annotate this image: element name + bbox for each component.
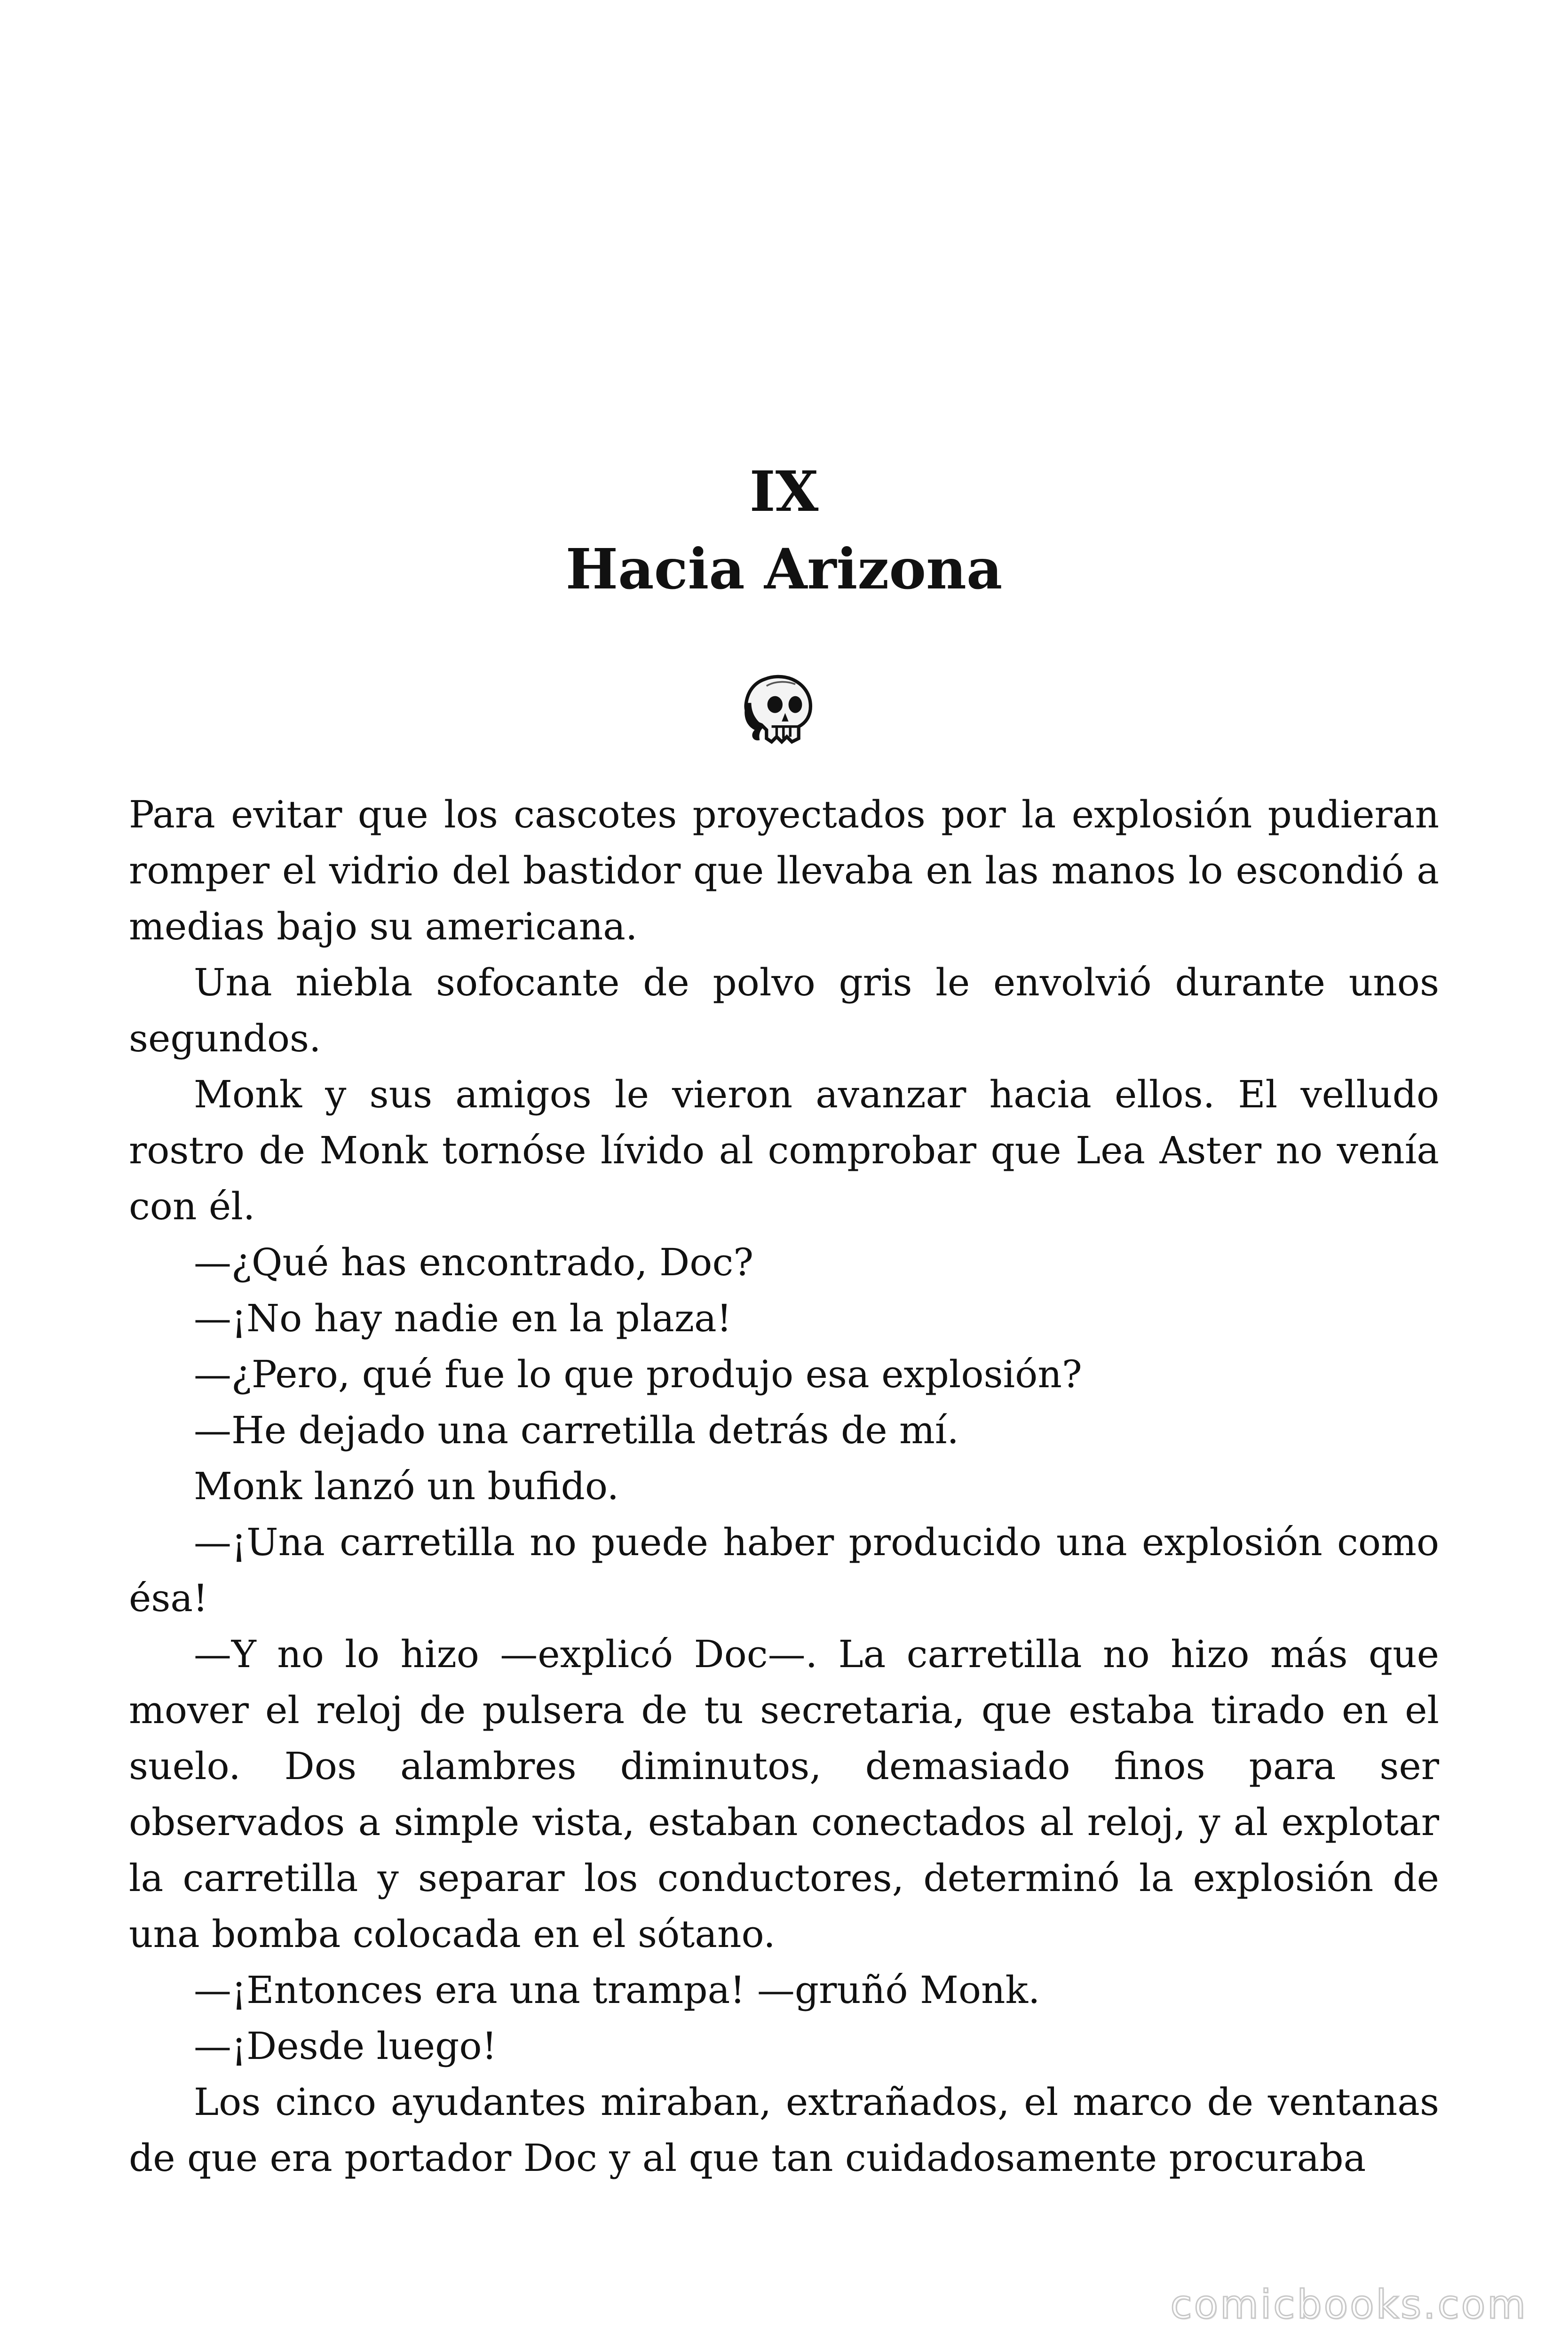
paragraph: —¡Una carretilla no puede haber producido una explosión como ésa!	[129, 1520, 1439, 1620]
chapter-number: IX	[749, 459, 819, 524]
paragraph: —¡Entonces era una trampa! —gruñó Monk.	[194, 1968, 1040, 2012]
body-text	[129, 787, 1439, 2186]
paragraph: Para evitar que los cascotes proyectados por la explosión pudieran romper el vidrio del bastidor que llevaba en las manos lo escondió a medias bajo su americana.	[129, 793, 1439, 948]
paragraph: —He dejado una carretilla detrás de mí.	[194, 1408, 959, 1452]
paragraph: —¿Qué has encontrado, Doc?	[194, 1240, 754, 1284]
paragraph: —¡Desde luego!	[194, 2024, 497, 2068]
paragraph: Monk y sus amigos le vieron avanzar hacia ellos. El velludo rostro de Monk tornóse lívido al comprobar que Lea Aster no venía con él.	[129, 1073, 1439, 1228]
watermark: comicbooks.com	[1170, 2281, 1528, 2328]
skull-icon	[736, 666, 821, 750]
paragraph: Monk lanzó un bufido.	[194, 1464, 619, 1508]
paragraph: —Y no lo hizo —explicó Doc—. La carretilla no hizo más que mover el reloj de pulsera de tu secretaria, que estaba tirado en el suelo. Dos alambres diminutos, demasiado finos para ser observados a simple vista, estaban conectados al reloj, y al explotar la carretilla y separar los conductores, determinó la explosión de una bomba colocada en el sótano.	[129, 1632, 1439, 1956]
chapter-title: Hacia Arizona	[565, 536, 1003, 602]
paragraph: —¿Pero, qué fue lo que produjo esa explosión?	[194, 1352, 1082, 1396]
paragraph: Una niebla sofocante de polvo gris le envolvió durante unos segundos.	[129, 961, 1439, 1060]
paragraph: —¡No hay nadie en la plaza!	[194, 1296, 732, 1340]
paragraph: Los cinco ayudantes miraban, extrañados, el marco de ventanas de que era portador Doc y al que tan cuidadosamente procuraba	[129, 2080, 1439, 2180]
